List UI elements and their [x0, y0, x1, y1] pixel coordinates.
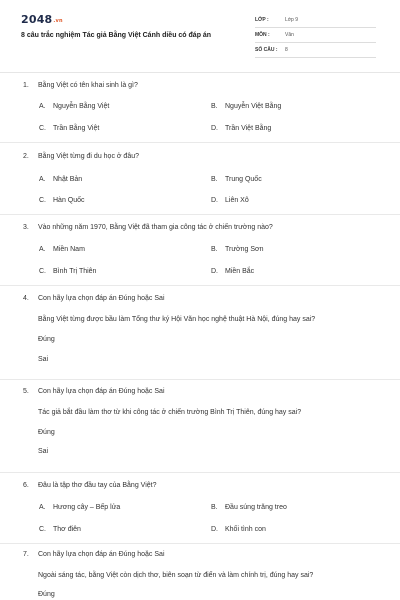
option-text: Khối tình con: [225, 526, 266, 533]
choice-true[interactable]: Đúng: [38, 336, 55, 343]
meta-count: [255, 44, 376, 58]
option-letter: B.: [211, 504, 218, 511]
option-text: Thơ điên: [53, 526, 81, 533]
question-number: 3.: [23, 224, 29, 231]
question-number: 4.: [23, 295, 29, 302]
meta-class: [255, 14, 376, 28]
option-text: Trần Việt Bằng: [225, 125, 272, 132]
choice-true[interactable]: Đúng: [38, 591, 55, 598]
question-statement: Ngoài sáng tác, bằng Việt còn dịch thơ, biên soạn từ điển và làm chính trị, đúng hay sai?: [38, 572, 314, 579]
choice-true[interactable]: Đúng: [38, 429, 55, 436]
option-letter: C.: [39, 125, 46, 132]
question-separator: [0, 142, 400, 143]
question-number: 6.: [23, 482, 29, 489]
option-letter: D.: [211, 197, 218, 204]
question-text: Đâu là tập thơ đầu tay của Bằng Việt?: [38, 482, 157, 489]
option-letter: D.: [211, 125, 218, 132]
question-text: Con hãy lựa chọn đáp án Đúng hoặc Sai: [38, 295, 165, 302]
question-statement: Bằng Việt từng được bầu làm Tổng thư ký Hội Văn học nghệ thuật Hà Nội, đúng hay sai?: [38, 316, 316, 323]
option-letter: C.: [39, 526, 46, 533]
logo-text: 2048: [21, 13, 53, 26]
question-text: Con hãy lựa chọn đáp án Đúng hoặc Sai: [38, 551, 165, 558]
header: [0, 0, 400, 72]
option-text: Đầu súng trăng treo: [225, 504, 287, 511]
meta-label: SỐ CÂU :: [255, 47, 278, 53]
option-letter: D.: [211, 268, 218, 275]
question-text: Bằng Việt từng đi du học ở đâu?: [38, 153, 139, 160]
question-separator: [0, 285, 400, 286]
question-text: Con hãy lựa chọn đáp án Đúng hoặc Sai: [38, 388, 165, 395]
option-text: Hàn Quốc: [53, 197, 85, 204]
question-number: 2.: [23, 153, 29, 160]
option-text: Trung Quốc: [225, 176, 262, 183]
question-text: Bằng Việt có tên khai sinh là gì?: [38, 82, 138, 89]
option-letter: D.: [211, 526, 218, 533]
option-letter: B.: [211, 103, 218, 110]
question-separator: [0, 543, 400, 544]
option-letter: C.: [39, 197, 46, 204]
option-letter: B.: [211, 246, 218, 253]
page-title: 8 câu trắc nghiệm Tác giả Bằng Việt Cánh diều có đáp án: [21, 32, 212, 39]
question-text: Vào những năm 1970, Bằng Việt đã tham gia công tác ở chiến trường nào?: [38, 224, 273, 231]
option-text: Liên Xô: [225, 197, 249, 204]
option-letter: A.: [39, 176, 46, 183]
question-separator: [0, 472, 400, 473]
choice-false[interactable]: Sai: [38, 448, 49, 455]
meta-value: Văn: [285, 32, 294, 38]
option-letter: A.: [39, 103, 46, 110]
choice-false[interactable]: Sai: [38, 356, 49, 363]
option-text: Miền Bắc: [225, 268, 255, 275]
meta-value: 8: [285, 47, 288, 53]
meta-label: MÔN :: [255, 32, 270, 38]
question-separator: [0, 379, 400, 380]
option-letter: B.: [211, 176, 218, 183]
option-text: Miền Nam: [53, 246, 85, 253]
option-text: Nhật Bản: [53, 176, 83, 183]
meta-label: LỚP :: [255, 17, 269, 23]
option-text: Hương cây – Bếp lửa: [53, 504, 121, 511]
logo-suffix: .vn: [53, 18, 63, 24]
question-number: 1.: [23, 82, 29, 89]
option-text: Nguyễn Việt Bằng: [225, 103, 282, 110]
option-letter: A.: [39, 246, 46, 253]
option-letter: A.: [39, 504, 46, 511]
question-statement: Tác giả bắt đầu làm thơ từ khi công tác ở chiến trường Bình Trị Thiên, đúng hay sai?: [38, 409, 302, 416]
question-number: 7.: [23, 551, 29, 558]
option-text: Nguyễn Bằng Việt: [53, 103, 110, 110]
option-letter: C.: [39, 268, 46, 275]
option-text: Bình Trị Thiên: [53, 268, 97, 275]
option-text: Trường Sơn: [225, 246, 264, 253]
meta-value: Lớp 9: [285, 17, 299, 23]
question-separator: [0, 214, 400, 215]
site-logo[interactable]: [21, 13, 63, 26]
question-number: 5.: [23, 388, 29, 395]
header-divider: [0, 72, 400, 73]
meta-subject: [255, 29, 376, 43]
option-text: Trần Bằng Việt: [53, 125, 100, 132]
